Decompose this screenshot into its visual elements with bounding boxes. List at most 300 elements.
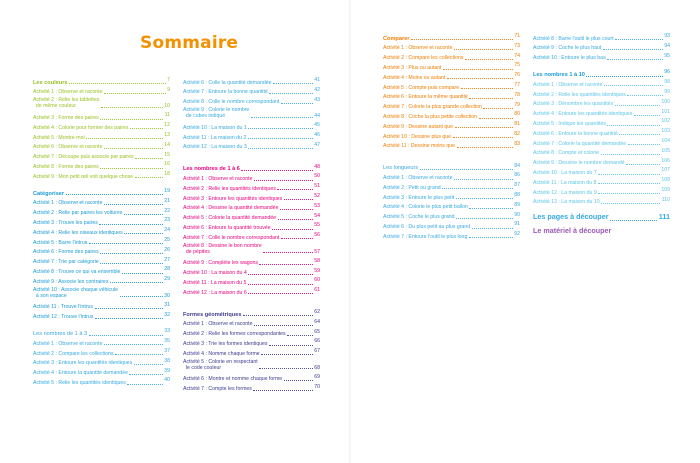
toc-entry xyxy=(383,71,520,81)
toc-entry xyxy=(183,347,320,357)
toc-entry-label: Activité 6 : Entoure la quantité trouvée xyxy=(183,224,271,231)
section-title: Catégoriser xyxy=(33,190,65,197)
toc-entry-page: 90 xyxy=(514,211,520,218)
leader-dots xyxy=(248,284,313,285)
toc-entry-label: Activité 5 : Coche le plus grand xyxy=(383,214,455,221)
toc-entry-page: 59 xyxy=(314,267,320,274)
toc-entry-page: 109 xyxy=(661,186,670,193)
toc-entry xyxy=(33,170,170,180)
toc-entry-page: 43 xyxy=(314,96,320,103)
toc-entry-page: 76 xyxy=(514,72,520,79)
toc-entry xyxy=(33,285,170,301)
toc-entry xyxy=(533,186,670,196)
leader-dots xyxy=(628,144,660,145)
toc-entry-label: Activité 7 : Colorie la plus grande collection xyxy=(383,104,482,111)
leader-dots xyxy=(287,335,313,336)
toc-entry-label: Activité 9 : Coche le plus haut xyxy=(533,45,602,52)
toc-entry-page: 77 xyxy=(514,81,520,88)
toc-entry-label: Activité 6 : Forme des paires xyxy=(33,249,99,256)
toc-entry-page: 45 xyxy=(314,122,320,129)
toc-entry-page: 67 xyxy=(314,348,320,355)
toc-entry-label: Activité 10 : La maison du 1 xyxy=(183,124,247,131)
toc-entry-label: Activité 3 : Dénombre les quantités xyxy=(533,101,614,108)
section-heading xyxy=(383,32,520,42)
leader-dots xyxy=(469,98,512,99)
leader-dots xyxy=(615,39,663,40)
toc-entry xyxy=(383,101,520,111)
toc-entry-page: 88 xyxy=(514,191,520,198)
pages-a-decouper-entry xyxy=(533,210,670,224)
leader-dots xyxy=(601,203,660,204)
toc-entry xyxy=(383,140,520,150)
section-page: 33 xyxy=(164,328,170,335)
toc-entry-page: 108 xyxy=(661,177,670,184)
toc-entry xyxy=(533,147,670,157)
toc-entry xyxy=(383,220,520,230)
leader-dots xyxy=(483,108,512,109)
toc-entry xyxy=(33,246,170,256)
leader-dots xyxy=(104,344,163,345)
toc-entry-page: 52 xyxy=(314,192,320,199)
toc-entry xyxy=(183,318,320,328)
section-formes-geometriques xyxy=(183,308,320,392)
toc-entry-page: 91 xyxy=(514,221,520,228)
toc-entry-label: Activité 12 : La maison du 6 xyxy=(183,289,247,296)
toc-entry-label: Activité 3 : Forme des paires xyxy=(33,114,99,121)
leader-dots xyxy=(122,273,163,274)
toc-entry-page: 41 xyxy=(314,77,320,83)
toc-entry-label: Activité 2 : Relie les tablettes de même couleur xyxy=(33,97,100,110)
toc-entry-page: 69 xyxy=(314,373,320,380)
toc-entry-label: Activité 8 : Trouve ce qui va ensemble xyxy=(33,268,121,275)
toc-entry-page: 100 xyxy=(661,98,670,105)
leader-dots xyxy=(598,193,660,194)
toc-entry-label: Activité 12 : La maison du 3 xyxy=(183,144,247,151)
section-title: Les couleurs xyxy=(33,79,68,86)
toc-entry-page: 105 xyxy=(661,147,670,154)
toc-entry xyxy=(533,157,670,167)
toc-entry-label: Activité 5 : Colorie en respectant le code couleur xyxy=(183,358,258,371)
toc-entry-label: Activité 6 : Du plus petit au plus grand xyxy=(383,223,471,230)
pages-a-decouper-label: Les pages à découper xyxy=(533,211,609,221)
section-page: 71 xyxy=(514,33,520,39)
toc-column-2 xyxy=(183,76,320,392)
section-page: 48 xyxy=(314,163,320,170)
toc-entry xyxy=(533,98,670,108)
toc-entry xyxy=(33,111,170,121)
leader-dots xyxy=(453,137,513,138)
toc-entry xyxy=(183,257,320,267)
leader-dots xyxy=(281,238,313,239)
leader-dots xyxy=(626,164,660,165)
leader-dots xyxy=(248,138,313,139)
toc-entry-label: Activité 1 : Observe et raconte xyxy=(33,340,103,347)
leader-dots xyxy=(455,127,513,128)
leader-dots xyxy=(469,237,513,238)
toc-entry-label: Activité 8 : Colle le nombre correspondant xyxy=(183,99,280,106)
leader-dots xyxy=(127,384,162,385)
leader-dots xyxy=(457,147,513,148)
toc-entry-label: Activité 8 : Compte et colorie xyxy=(533,150,600,157)
leader-dots xyxy=(610,220,657,221)
toc-entry xyxy=(383,171,520,181)
toc-entry-label: Activité 1 : Observe et raconte xyxy=(383,45,453,52)
leader-dots xyxy=(461,88,513,89)
leader-dots xyxy=(101,107,163,108)
toc-entry-label: Activité 9 : Mon petit œil voit quelque chose xyxy=(33,173,134,180)
toc-entry-page: 107 xyxy=(661,167,670,174)
toc-entry-page: 66 xyxy=(314,338,320,345)
toc-entry xyxy=(383,81,520,91)
leader-dots xyxy=(110,282,163,283)
leader-dots xyxy=(604,85,663,86)
toc-entry xyxy=(383,52,520,62)
toc-entry-label: Activité 9 : Colorie le nombre de cubes indiqué xyxy=(183,106,250,120)
leader-dots xyxy=(66,194,163,195)
leader-dots xyxy=(284,380,313,381)
toc-entry-label: Activité 5 : Indique les quantités xyxy=(533,120,606,127)
section-nombres-1-3 xyxy=(33,327,170,386)
toc-entry-page: 102 xyxy=(661,118,670,125)
toc-entry xyxy=(183,105,320,121)
leader-dots xyxy=(601,154,660,155)
leader-dots xyxy=(100,168,162,169)
section-heading xyxy=(183,163,320,173)
toc-entry-label: Activité 2 : Relie les quantités identiques xyxy=(183,185,276,192)
leader-dots xyxy=(456,218,513,219)
toc-entry-page: 73 xyxy=(514,42,520,49)
toc-entry-page: 23 xyxy=(164,217,170,224)
toc-entry xyxy=(33,226,170,236)
toc-entry-page: 10 xyxy=(164,103,170,110)
toc-entry-page: 24 xyxy=(164,227,170,234)
leader-dots xyxy=(104,148,163,149)
toc-entry-page: 80 xyxy=(514,111,520,118)
leader-dots xyxy=(248,293,312,294)
toc-entry-label: Activité 3 : Entoure le plus petit xyxy=(383,194,455,201)
toc-entry-label: Activité 8 : Barre l'outil le plus court xyxy=(533,35,614,42)
toc-entry xyxy=(383,61,520,71)
toc-entry xyxy=(183,121,320,131)
leader-dots xyxy=(634,115,660,116)
toc-entry-label: Activité 4 : Relie les oiseaux identiques xyxy=(33,229,123,236)
leader-dots xyxy=(134,364,163,365)
toc-entry-page: 70 xyxy=(314,383,320,390)
toc-entry-page: 32 xyxy=(164,311,170,318)
section-heading xyxy=(533,68,670,78)
toc-entry-page: 94 xyxy=(664,42,670,49)
toc-entry-label: Activité 11 : Trouve l'intrus xyxy=(33,304,93,311)
section-heading xyxy=(33,187,170,197)
toc-entry xyxy=(33,141,170,151)
leader-dots xyxy=(259,368,313,369)
toc-entry xyxy=(33,151,170,161)
toc-entry xyxy=(33,236,170,246)
leader-dots xyxy=(104,204,163,205)
toc-entry-label: Activité 4 : Colorie pour former des paires xyxy=(33,124,129,131)
section-couleurs xyxy=(33,76,170,180)
toc-entry-page: 9 xyxy=(167,86,170,93)
toc-entry xyxy=(183,86,320,96)
toc-entry xyxy=(533,52,670,62)
toc-entry-label: Activité 9 : Associe les contraires xyxy=(33,278,109,285)
toc-entry-page: 31 xyxy=(164,301,170,308)
toc-entry-page: 35 xyxy=(164,338,170,345)
toc-entry-page: 28 xyxy=(164,266,170,273)
toc-entry-page: 95 xyxy=(664,52,670,59)
toc-entry-page: 51 xyxy=(314,183,320,190)
leader-dots xyxy=(281,103,313,104)
toc-entry xyxy=(183,373,320,383)
leader-dots xyxy=(443,69,513,70)
toc-entry-label: Activité 6 : Montre et nomme chaque forme xyxy=(183,376,283,383)
leader-dots xyxy=(251,117,313,118)
toc-entry-page: 65 xyxy=(314,328,320,335)
toc-entry xyxy=(33,311,170,321)
toc-entry-label: Activité 6 : Entoure la même quantité xyxy=(383,94,468,101)
toc-entry-label: Activité 7 : Colorie la quantité demandée xyxy=(533,140,627,147)
toc-column-3 xyxy=(383,32,520,240)
pages-a-decouper-page: 111 xyxy=(658,211,670,221)
leader-dots xyxy=(115,354,163,355)
toc-entry-page: 75 xyxy=(514,62,520,69)
toc-entry xyxy=(33,96,170,112)
toc-entry-label: Activité 4 : Entoure les quantités identiques xyxy=(533,111,633,118)
leader-dots xyxy=(269,93,312,94)
leader-dots xyxy=(280,209,313,210)
toc-entry-label: Activité 1 : Observe et raconte xyxy=(33,89,103,96)
toc-entry-label: Activité 8 : Forme des paires xyxy=(33,163,99,170)
toc-entry-label: Activité 1 : Observe et raconte xyxy=(383,174,453,181)
toc-entry-page: 21 xyxy=(164,197,170,204)
section-page: 19 xyxy=(164,187,170,194)
toc-entry-page: 55 xyxy=(314,222,320,229)
toc-entry-page: 104 xyxy=(661,137,670,144)
leader-dots xyxy=(248,148,312,149)
toc-entry xyxy=(533,108,670,118)
section-heading xyxy=(383,162,520,172)
toc-entry-page: 25 xyxy=(164,236,170,243)
toc-entry-page: 18 xyxy=(164,171,170,178)
leader-dots xyxy=(99,224,162,225)
section-title: Les longueurs xyxy=(383,165,419,172)
toc-entry xyxy=(183,337,320,347)
toc-entry-page: 15 xyxy=(164,151,170,158)
toc-entry xyxy=(383,181,520,191)
toc-entry-label: Activité 2 : Petit ou grand xyxy=(383,184,441,191)
toc-entry-page: 12 xyxy=(164,122,170,129)
leader-dots xyxy=(89,335,163,336)
toc-column-4 xyxy=(533,32,670,238)
toc-entry-label: Activité 10 : Associe chaque véhicule à son espace xyxy=(33,286,119,299)
leader-dots xyxy=(277,189,312,190)
toc-entry-page: 78 xyxy=(514,91,520,98)
toc-entry-label: Activité 6 : Observe et raconte xyxy=(33,144,103,151)
toc-entry-label: Activité 9 : Complète les wagons xyxy=(183,260,258,267)
toc-entry-label: Activité 5 : Compte puis compare xyxy=(383,84,460,91)
leader-dots xyxy=(86,138,163,139)
section-title: Les nombres 1 à 10 xyxy=(533,71,585,78)
toc-entry-label: Activité 11 : La maison du 2 xyxy=(183,134,247,141)
leader-dots xyxy=(135,158,163,159)
leader-dots xyxy=(454,49,513,50)
toc-entry xyxy=(383,91,520,101)
toc-entry xyxy=(33,256,170,266)
leader-dots xyxy=(129,374,162,375)
toc-entry xyxy=(183,328,320,338)
toc-entry xyxy=(33,216,170,226)
section-page: 84 xyxy=(514,162,520,169)
toc-entry xyxy=(533,42,670,52)
leader-dots xyxy=(284,199,313,200)
toc-entry-page: 106 xyxy=(661,157,670,164)
section-longueurs xyxy=(383,162,520,240)
toc-entry-label: Activité 9 : Dessine le nombre demandé xyxy=(533,160,625,167)
leader-dots xyxy=(241,170,312,171)
toc-entry xyxy=(183,267,320,277)
toc-entry-page: 47 xyxy=(314,141,320,148)
toc-entry xyxy=(533,196,670,206)
section-page: 62 xyxy=(314,308,320,315)
leader-dots xyxy=(456,198,513,199)
toc-entry-label: Activité 8 : Dessine le bon nombre de pépites xyxy=(183,242,262,255)
toc-entry-label: Activité 5 : Montre-moi xyxy=(33,134,85,141)
leader-dots xyxy=(465,59,513,60)
toc-entry xyxy=(183,357,320,373)
section-nombres-1-10 xyxy=(533,68,670,205)
leader-dots xyxy=(120,296,163,297)
section-title: Formes géométriques xyxy=(183,311,242,318)
leader-dots xyxy=(130,128,163,129)
toc-entry-page: 57 xyxy=(314,248,320,255)
leader-dots xyxy=(586,76,662,77)
section-heading xyxy=(33,327,170,337)
toc-entry xyxy=(383,211,520,221)
toc-entry-page: 64 xyxy=(314,318,320,325)
toc-entry xyxy=(383,110,520,120)
toc-entry xyxy=(533,88,670,98)
leader-dots xyxy=(248,274,312,275)
toc-entry-label: Activité 1 : Observe et raconte xyxy=(183,321,253,328)
leader-dots xyxy=(263,252,313,253)
toc-entry-label: Activité 10 : Entoure le plus bas xyxy=(533,55,606,62)
toc-entry-page: 87 xyxy=(514,182,520,189)
toc-entry-page: 37 xyxy=(164,347,170,354)
leader-dots xyxy=(248,128,312,129)
materiel-a-decouper-label: Le matériel à découper xyxy=(533,225,612,235)
leader-dots xyxy=(261,354,313,355)
leader-dots xyxy=(100,263,162,264)
toc-entry-page: 46 xyxy=(314,131,320,138)
toc-entry-label: Activité 11 : La maison du 5 xyxy=(183,279,247,286)
toc-entry-page: 81 xyxy=(514,121,520,128)
toc-entry-label: Activité 6 : Colle la quantité demandée xyxy=(183,79,272,86)
toc-entry xyxy=(183,172,320,182)
leader-dots xyxy=(273,83,313,84)
toc-entry-page: 44 xyxy=(314,112,320,119)
toc-entry-label: Activité 4 : Entoure la quantité demandée xyxy=(33,370,128,377)
toc-entry xyxy=(383,42,520,52)
toc-entry-label: Activité 4 : Nomme chaque forme xyxy=(183,350,260,357)
toc-entry-page: 98 xyxy=(664,79,670,86)
leader-dots xyxy=(243,315,313,316)
toc-entry xyxy=(533,176,670,186)
leader-dots xyxy=(442,188,513,189)
toc-entry-label: Activité 6 : Entoure la bonne quantité xyxy=(533,130,618,137)
toc-entry-label: Activité 5 : Colorie la quantité demandée xyxy=(183,215,277,222)
toc-entry-page: 92 xyxy=(514,231,520,238)
toc-entry-page: 54 xyxy=(314,212,320,219)
toc-entry-page: 30 xyxy=(164,292,170,299)
section-longueurs-continued xyxy=(533,32,670,61)
leader-dots xyxy=(479,118,513,119)
toc-entry-page: 29 xyxy=(164,276,170,283)
toc-entry xyxy=(533,166,670,176)
toc-entry-label: Activité 7 : Entoure l'outil le plus long xyxy=(383,233,468,240)
toc-entry xyxy=(33,347,170,357)
leader-dots xyxy=(95,308,163,309)
toc-entry-page: 89 xyxy=(514,201,520,208)
toc-entry xyxy=(33,207,170,217)
toc-entry-label: Activité 7 : Trie par catégorie xyxy=(33,259,99,266)
toc-entry-page: 11 xyxy=(164,112,170,119)
materiel-a-decouper-entry xyxy=(533,224,670,238)
toc-entry-label: Activité 8 : Coche la plus petite collection xyxy=(383,113,478,120)
toc-entry-page: 56 xyxy=(314,232,320,239)
toc-entry-label: Activité 10 : La maison du 7 xyxy=(533,169,597,176)
toc-entry-label: Activité 3 : Trie les formes identiques xyxy=(183,340,268,347)
toc-entry-page: 27 xyxy=(164,256,170,263)
toc-entry xyxy=(183,202,320,212)
leader-dots xyxy=(454,179,513,180)
leader-dots xyxy=(269,345,313,346)
toc-entry xyxy=(383,130,520,140)
toc-entry-label: Activité 7 : Compte les formes xyxy=(183,386,252,393)
toc-entry-page: 74 xyxy=(514,52,520,59)
leader-dots xyxy=(411,39,513,40)
toc-entry-page: 103 xyxy=(661,128,670,135)
leader-dots xyxy=(278,219,313,220)
toc-entry-page: 13 xyxy=(164,131,170,138)
toc-entry-page: 53 xyxy=(314,202,320,209)
toc-entry xyxy=(183,76,320,86)
toc-entry xyxy=(33,367,170,377)
toc-entry xyxy=(383,201,520,211)
section-page: 96 xyxy=(664,69,670,76)
toc-entry-label: Activité 3 : Entoure les quantités identiques xyxy=(33,360,133,367)
toc-entry-label: Activité 9 : Dessine autant que xyxy=(383,123,454,130)
toc-entry xyxy=(533,137,670,147)
toc-entry xyxy=(183,231,320,241)
leader-dots xyxy=(254,325,313,326)
section-title: Les nombres de 1 à 6 xyxy=(183,166,240,173)
toc-entry-page: 26 xyxy=(164,246,170,253)
toc-entry xyxy=(183,192,320,202)
toc-entry xyxy=(33,275,170,285)
leader-dots xyxy=(135,177,163,178)
leader-dots xyxy=(607,125,659,126)
toc-entry-label: Activité 3 : Trouve les paires xyxy=(33,219,98,226)
toc-entry-page: 40 xyxy=(164,377,170,384)
toc-entry-page: 86 xyxy=(514,172,520,179)
toc-entry xyxy=(183,383,320,393)
leader-dots xyxy=(95,318,163,319)
book-gutter xyxy=(349,0,351,463)
toc-entry-label: Activité 13 : La maison du 10 xyxy=(533,199,600,206)
toc-entry-page: 93 xyxy=(664,33,670,39)
toc-entry-label: Activité 2 : Relie par paires les voitures xyxy=(33,210,123,217)
section-comparer xyxy=(383,32,520,150)
